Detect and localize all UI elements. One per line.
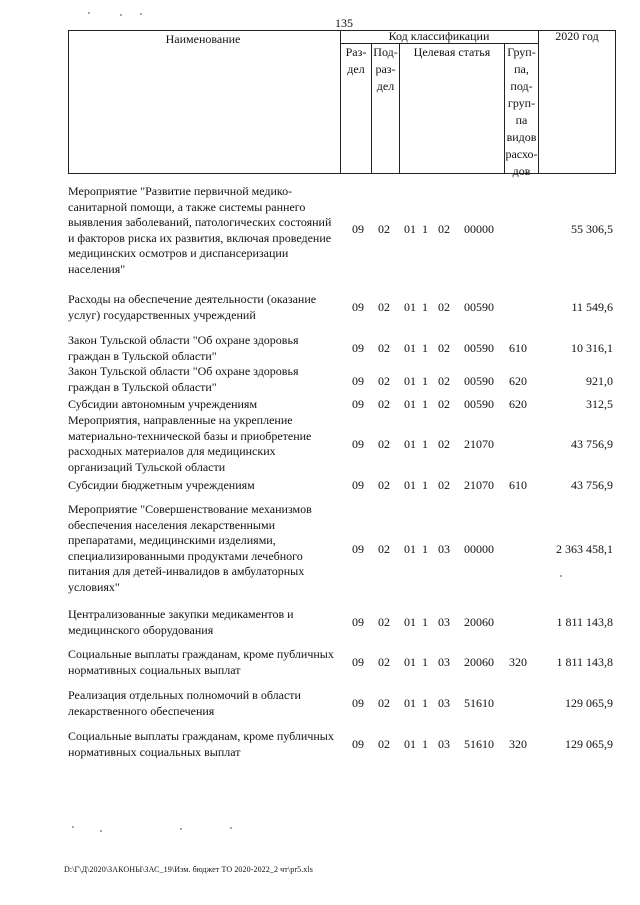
row-amount: 1 811 143,8: [556, 615, 613, 629]
header-podrazdel-line: раз-: [375, 62, 396, 76]
row-name: Мероприятие "Совершенствование механизмов обеспечения населения лекарственными препаратами, медицинскими изделиями, специализированными продуктами лечебного питания для детей-инвалидов в амбулаторных условиях": [68, 502, 312, 594]
row-target-activity: 03: [438, 696, 450, 710]
row-target-direction: 51610: [464, 737, 494, 751]
row-vid: 610: [509, 478, 527, 492]
row-target-subprogram: 1: [422, 397, 428, 411]
scan-speck: [100, 830, 102, 832]
row-razdel: 09: [352, 374, 364, 388]
row-amount: 55 306,5: [571, 222, 613, 236]
row-vid: 320: [509, 737, 527, 751]
row-target-subprogram: 1: [422, 374, 428, 388]
row-razdel: 09: [352, 300, 364, 314]
row-target-subprogram: 1: [422, 696, 428, 710]
row-target-program: 01: [404, 222, 416, 236]
row-target-activity: 02: [438, 478, 450, 492]
row-vid: 320: [509, 655, 527, 669]
file-path-footer: D:\Г\Д\2020\ЗАКОНЫ\ЗАС_19\Изм. бюджет ТО 2020-2022_2 чт\pr5.xls: [64, 865, 313, 874]
row-podrazdel: 02: [378, 300, 390, 314]
row-target-subprogram: 1: [422, 341, 428, 355]
row-target-direction: 00000: [464, 222, 494, 236]
header-left-border: [68, 30, 69, 174]
row-amount: 129 065,9: [565, 737, 613, 751]
row-target-activity: 02: [438, 300, 450, 314]
row-target-program: 01: [404, 374, 416, 388]
row-target-activity: 03: [438, 615, 450, 629]
row-target-direction: 21070: [464, 437, 494, 451]
row-target-subprogram: 1: [422, 542, 428, 556]
header-razdel-line: дел: [347, 62, 365, 76]
row-amount: 1 811 143,8: [556, 655, 613, 669]
row-target-activity: 02: [438, 374, 450, 388]
row-target-direction: 00590: [464, 341, 494, 355]
row-target-activity: 02: [438, 437, 450, 451]
row-name: Мероприятие "Развитие первичной медико-санитарной помощи, а также системы раннего выявления заболеваний, патологических состояний и факторов риска их развития, включая проведение медицинских осмотров и диспансеризации населения": [68, 184, 332, 276]
row-target-program: 01: [404, 696, 416, 710]
row-target-activity: 02: [438, 397, 450, 411]
table-header: [68, 29, 616, 178]
row-razdel: 09: [352, 655, 364, 669]
header-right-border: [615, 30, 616, 174]
row-podrazdel: 02: [378, 542, 390, 556]
row-target-direction: 00000: [464, 542, 494, 556]
row-amount: 11 549,6: [571, 300, 613, 314]
row-target-program: 01: [404, 655, 416, 669]
row-vid: 620: [509, 374, 527, 388]
row-target-direction: 00590: [464, 374, 494, 388]
header-vid-line: дов: [512, 164, 531, 178]
header-podrazdel-line: дел: [376, 79, 395, 93]
row-razdel: 09: [352, 737, 364, 751]
row-name: Закон Тульской области "Об охране здоровья граждан в Тульской области": [68, 364, 299, 394]
header-vid-line: Груп-: [507, 45, 536, 59]
row-target-program: 01: [404, 478, 416, 492]
row-name: Расходы на обеспечение деятельности (оказание услуг) государственных учреждений: [68, 292, 317, 322]
row-name: Централизованные закупки медикаментов и медицинского оборудования: [68, 607, 294, 637]
row-podrazdel: 02: [378, 478, 390, 492]
row-target-subprogram: 1: [422, 737, 428, 751]
row-amount: 10 316,1: [571, 341, 613, 355]
row-podrazdel: 02: [378, 615, 390, 629]
header-podrazdel-line: Под-: [373, 45, 398, 59]
scan-speck: [88, 12, 90, 14]
row-podrazdel: 02: [378, 374, 390, 388]
row-podrazdel: 02: [378, 696, 390, 710]
row-name: Социальные выплаты гражданам, кроме публичных нормативных социальных выплат: [68, 647, 334, 677]
row-razdel: 09: [352, 696, 364, 710]
header-vid-line: па: [515, 113, 528, 127]
row-target-activity: 03: [438, 737, 450, 751]
row-vid: 610: [509, 341, 527, 355]
row-target-direction: 20060: [464, 615, 494, 629]
row-target-activity: 02: [438, 341, 450, 355]
row-amount: 129 065,9: [565, 696, 613, 710]
header-vid-line: под-: [510, 79, 533, 93]
row-target-program: 01: [404, 615, 416, 629]
row-amount: 312,5: [586, 397, 613, 411]
row-amount: 43 756,9: [571, 478, 613, 492]
row-name: Мероприятия, направленные на укрепление материально-технической базы и приобретение расходных материалов для медицинских организаций Тульской области: [68, 413, 312, 474]
row-amount: 921,0: [586, 374, 613, 388]
header-code-group: Код классификации: [388, 29, 490, 43]
row-name: Реализация отдельных полномочий в области лекарственного обеспечения: [68, 688, 301, 718]
row-name: Закон Тульской области "Об охране здоровья граждан в Тульской области": [68, 333, 299, 363]
header-divider-podrazdel: [399, 43, 400, 174]
scan-speck: [180, 828, 182, 830]
row-target-program: 01: [404, 341, 416, 355]
row-podrazdel: 02: [378, 222, 390, 236]
scan-speck: [230, 827, 232, 829]
row-target-direction: 00590: [464, 300, 494, 314]
row-podrazdel: 02: [378, 737, 390, 751]
row-target-activity: 02: [438, 222, 450, 236]
row-target-subprogram: 1: [422, 655, 428, 669]
header-vid: [505, 44, 538, 180]
row-target-subprogram: 1: [422, 478, 428, 492]
row-razdel: 09: [352, 341, 364, 355]
header-vid-line: видов: [506, 130, 537, 144]
row-name: Социальные выплаты гражданам, кроме публичных нормативных социальных выплат: [68, 729, 334, 759]
header-target: Целевая статья: [413, 45, 491, 59]
row-amount: 43 756,9: [571, 437, 613, 451]
row-target-subprogram: 1: [422, 300, 428, 314]
row-target-subprogram: 1: [422, 437, 428, 451]
header-vid-line: па,: [514, 62, 529, 76]
page-number: 135: [335, 16, 353, 30]
row-amount: 2 363 458,1: [556, 542, 613, 556]
row-podrazdel: 02: [378, 397, 390, 411]
row-razdel: 09: [352, 615, 364, 629]
row-target-direction: 20060: [464, 655, 494, 669]
row-vid: 620: [509, 397, 527, 411]
row-target-subprogram: 1: [422, 615, 428, 629]
row-target-activity: 03: [438, 655, 450, 669]
row-name: Субсидии бюджетным учреждениям: [68, 478, 255, 492]
header-razdel: [341, 44, 371, 78]
row-podrazdel: 02: [378, 341, 390, 355]
row-razdel: 09: [352, 478, 364, 492]
scan-speck: [120, 14, 122, 16]
row-name: Субсидии автономным учреждениям: [68, 397, 258, 411]
row-target-activity: 03: [438, 542, 450, 556]
header-vid-line: расхо-: [505, 147, 538, 161]
header-year: 2020 год: [555, 29, 599, 43]
row-target-direction: 21070: [464, 478, 494, 492]
row-target-program: 01: [404, 542, 416, 556]
header-name: Наименование: [165, 32, 241, 46]
header-divider-year: [538, 30, 539, 174]
row-target-program: 01: [404, 397, 416, 411]
scan-speck: [140, 13, 142, 15]
scan-speck: [560, 575, 562, 577]
row-razdel: 09: [352, 437, 364, 451]
row-razdel: 09: [352, 397, 364, 411]
scan-speck: [72, 826, 74, 828]
row-target-subprogram: 1: [422, 222, 428, 236]
row-razdel: 09: [352, 542, 364, 556]
header-podrazdel: [372, 44, 399, 95]
row-podrazdel: 02: [378, 655, 390, 669]
header-vid-line: груп-: [507, 96, 536, 110]
row-target-program: 01: [404, 437, 416, 451]
header-razdel-line: Раз-: [345, 45, 367, 59]
row-podrazdel: 02: [378, 437, 390, 451]
row-target-program: 01: [404, 737, 416, 751]
row-target-direction: 00590: [464, 397, 494, 411]
row-target-direction: 51610: [464, 696, 494, 710]
row-target-program: 01: [404, 300, 416, 314]
row-razdel: 09: [352, 222, 364, 236]
